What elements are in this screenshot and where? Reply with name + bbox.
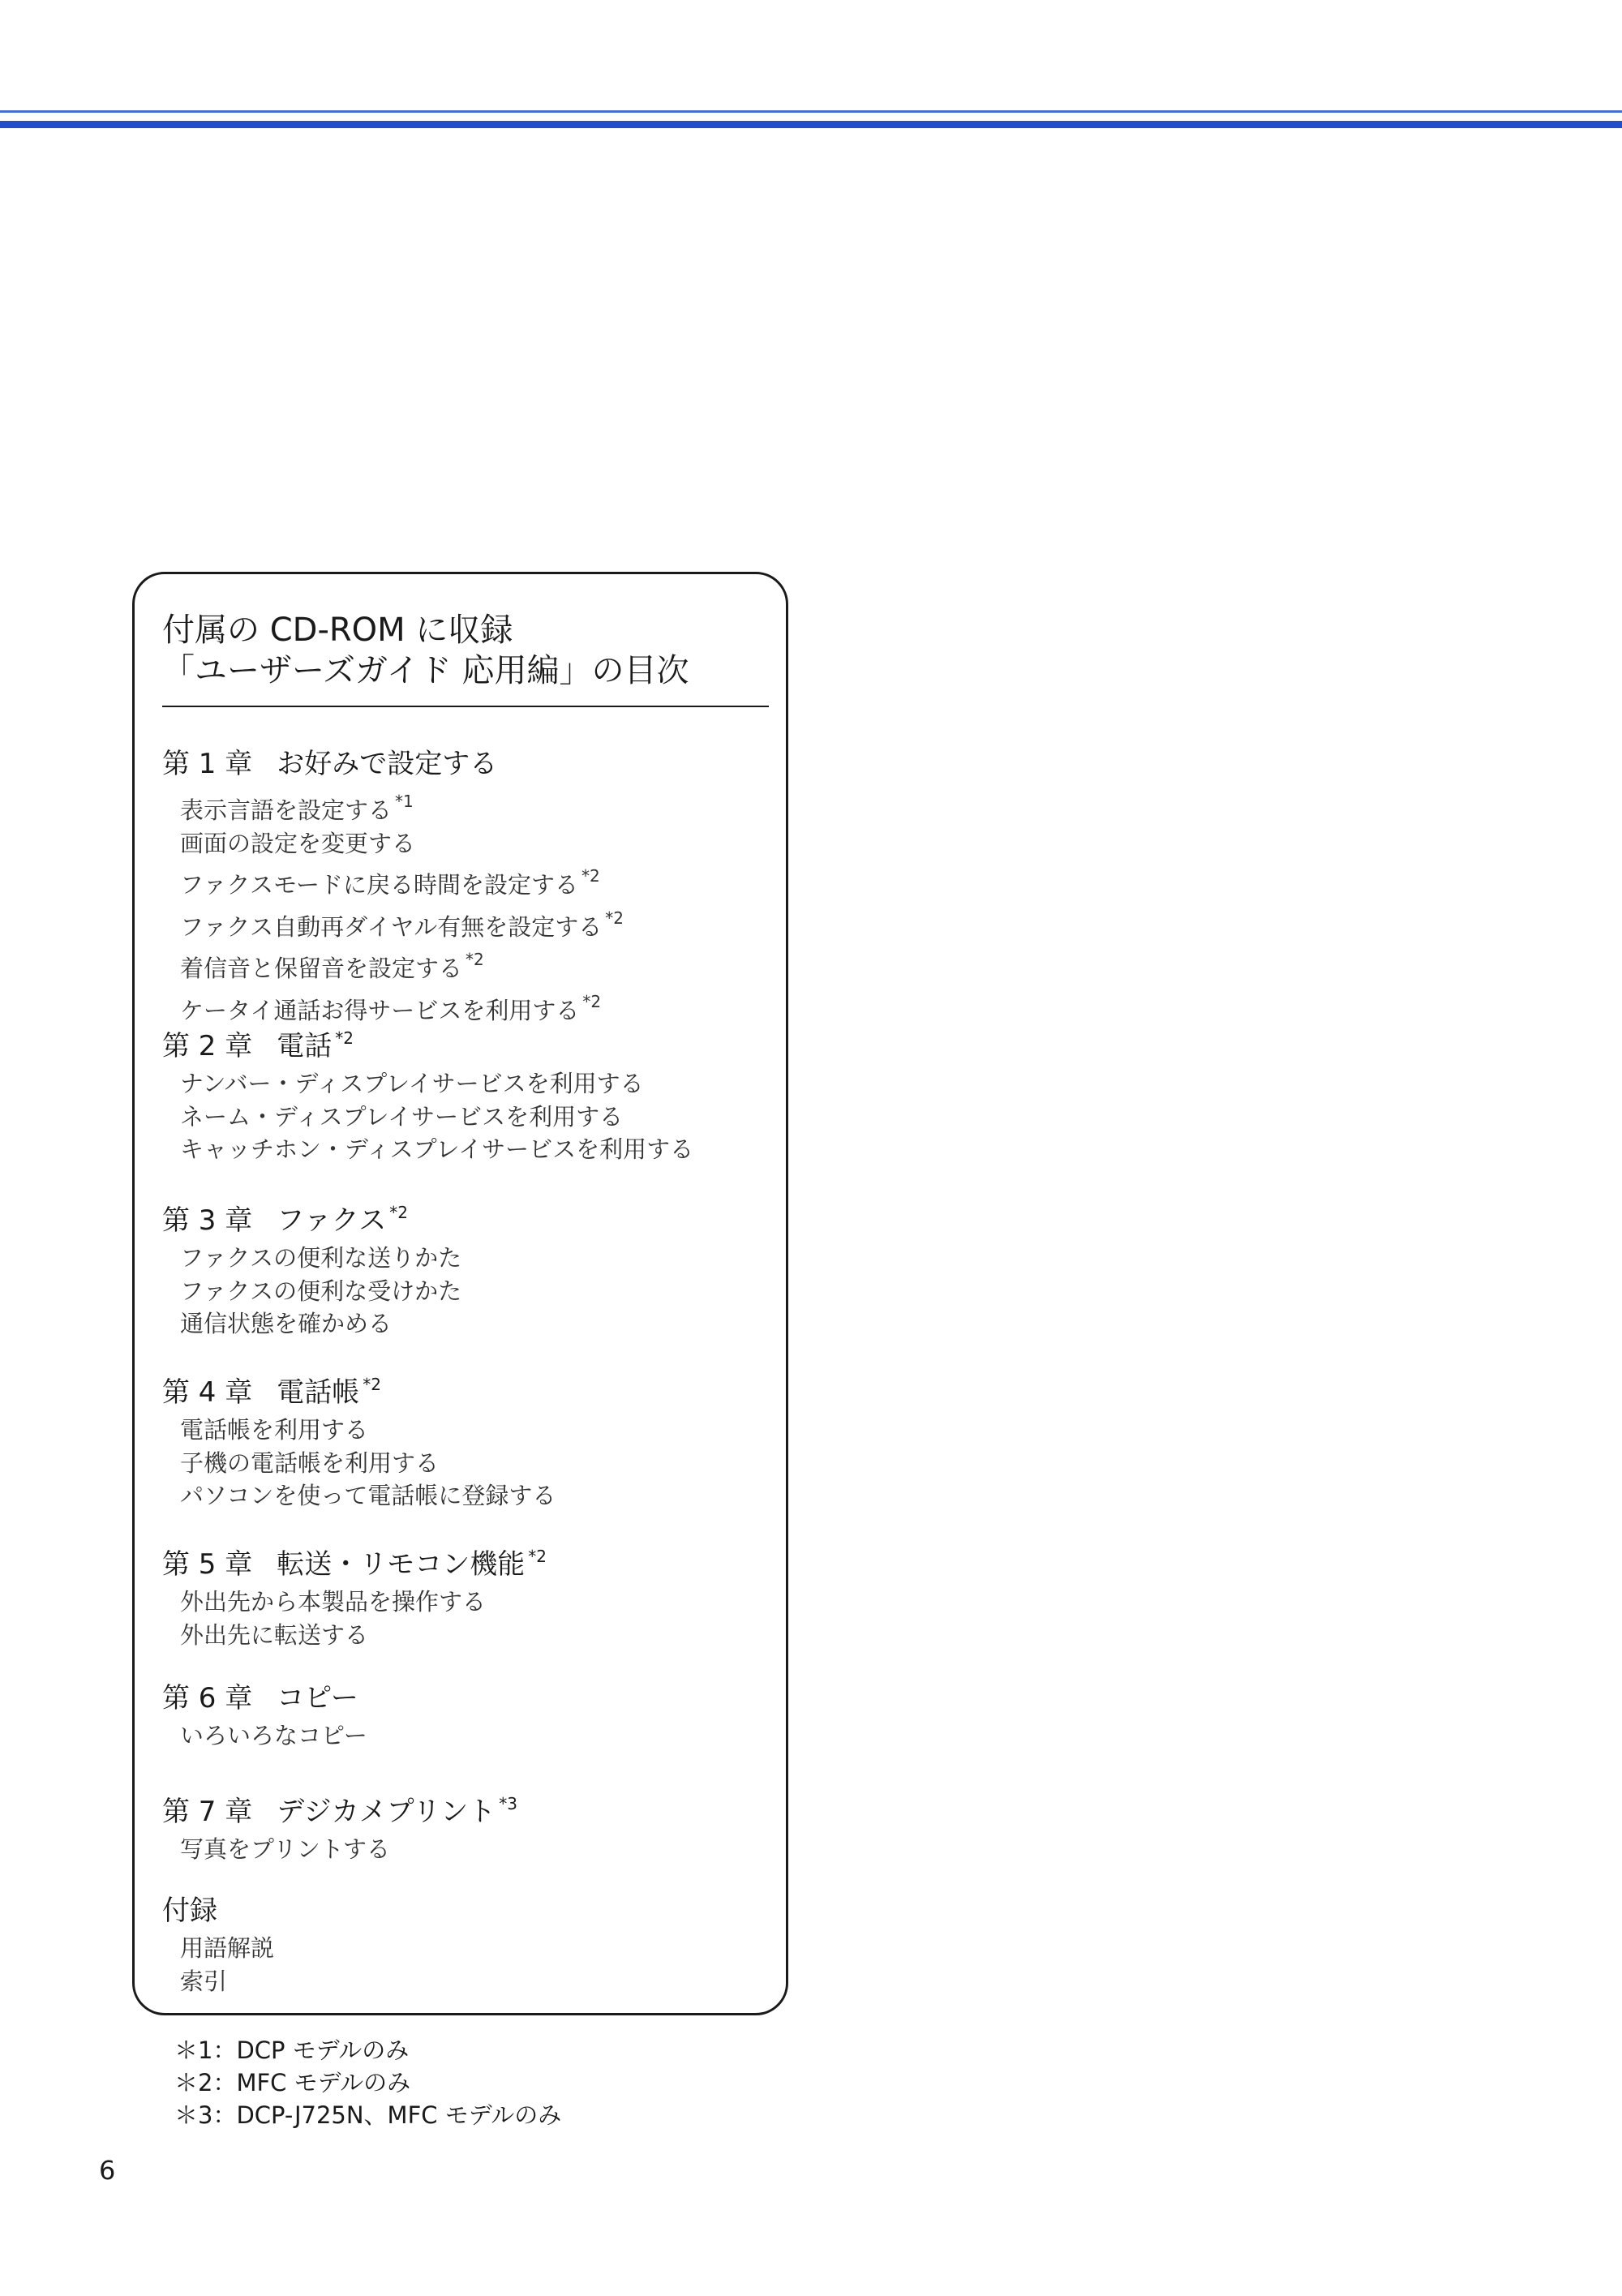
toc-title-line1: 付属の CD-ROM に収録 (162, 612, 513, 649)
toc-item-text: ファクスモードに戻る時間を設定する (180, 871, 578, 899)
chapter-section (162, 1195, 461, 1341)
chapter-section (162, 1020, 693, 1166)
toc-item (162, 1133, 693, 1166)
toc-item-text: いろいろなコピー (180, 1722, 367, 1749)
header-rule-thick (0, 121, 1622, 128)
chapter-heading (162, 1367, 556, 1410)
chapter-heading (162, 1539, 547, 1582)
chapter-section (162, 1539, 547, 1651)
chapter-section (162, 1367, 556, 1513)
chapter-title: お好みで設定する (277, 748, 498, 780)
footnote-1: ＊1：DCP モデルのみ (174, 2036, 410, 2064)
toc-item-text: 外出先に転送する (180, 1620, 369, 1649)
toc-item-text: 電話帳を利用する (180, 1416, 369, 1444)
toc-item-text: ファクス自動再ダイヤル有無を設定する (180, 912, 603, 941)
chapter-section (162, 1786, 517, 1866)
footnote-marker: *2 (466, 950, 484, 969)
chapter-heading (162, 746, 624, 782)
toc-item-text: キャッチホン・ディスプレイサービスを利用する (180, 1135, 694, 1163)
footnote-marker: *2 (335, 1028, 354, 1048)
toc-item-text: ネーム・ディスプレイサービスを利用する (180, 1102, 624, 1131)
toc-item-text: ファクスの便利な受けかた (180, 1277, 462, 1305)
toc-item-text: ケータイ通話お得サービスを利用する (180, 996, 580, 1024)
footnote-marker: *1 (395, 792, 414, 811)
chapter-section (162, 1893, 274, 1998)
footnote-marker: *2 (582, 991, 602, 1011)
chapter-title: ファクス (277, 1204, 387, 1237)
toc-title-line2: 「ユーザーズガイド 応用編」の目次 (162, 652, 689, 689)
toc-item-text: ファクスの便利な送りかた (180, 1244, 462, 1272)
chapter-heading (162, 1195, 461, 1238)
toc-item (162, 1719, 367, 1753)
footnote-2: ＊2：MFC モデルのみ (174, 2069, 411, 2096)
chapter-number: 第 3 章 (162, 1204, 253, 1237)
chapter-title: 付録 (162, 1895, 217, 1927)
chapter-section (162, 1680, 367, 1753)
toc-item (162, 1619, 547, 1652)
toc-item-text: 写真をプリントする (180, 1835, 390, 1863)
chapter-heading (162, 1893, 274, 1929)
toc-item (162, 1447, 556, 1480)
toc-item (162, 860, 624, 902)
chapter-number: 第 4 章 (162, 1376, 253, 1409)
toc-item-text: パソコンを使って電話帳に登録する (180, 1482, 556, 1509)
footnotes (174, 2034, 561, 2131)
toc-item-text: 索引 (180, 1967, 228, 1995)
toc-item-text: 着信音と保留音を設定する (180, 955, 463, 982)
toc-item (162, 1242, 461, 1275)
toc-item (162, 1586, 547, 1619)
chapter-heading (162, 1680, 367, 1716)
toc-item-text: ナンバー・ディスプレイサービスを利用する (180, 1070, 644, 1097)
page-number: 6 (99, 2155, 116, 2186)
toc-item-text: 通信状態を確かめる (180, 1310, 393, 1337)
toc-item (162, 827, 624, 860)
footnote-marker: *2 (363, 1375, 381, 1394)
chapter-number: 第 1 章 (162, 748, 253, 780)
chapter-title: 電話帳 (277, 1376, 360, 1409)
chapter-number: 第 2 章 (162, 1030, 253, 1062)
footnote-3: ＊3：DCP-J725N、MFC モデルのみ (174, 2101, 562, 2129)
footnote-marker: *2 (605, 908, 624, 928)
toc-item (162, 1833, 517, 1866)
toc-item (162, 902, 624, 944)
toc-item (162, 1414, 556, 1447)
footnote-marker: *3 (499, 1794, 517, 1813)
toc-title (162, 610, 689, 691)
chapter-title: 転送・リモコン機能 (277, 1548, 526, 1581)
toc-item (162, 943, 624, 985)
toc-item (162, 1067, 693, 1101)
chapter-number: 第 6 章 (162, 1682, 253, 1714)
toc-item (162, 1307, 461, 1341)
chapter-title: コピー (277, 1682, 358, 1714)
toc-item-text: 画面の設定を変更する (180, 829, 416, 857)
toc-item (162, 1479, 556, 1513)
footnote-marker: *2 (581, 866, 600, 886)
toc-title-divider (162, 706, 769, 707)
chapter-heading (162, 1786, 517, 1830)
toc-item (162, 785, 624, 827)
chapter-number: 第 7 章 (162, 1796, 253, 1828)
footnote-marker: *2 (528, 1547, 547, 1566)
chapter-number: 第 5 章 (162, 1548, 253, 1581)
toc-item (162, 1932, 274, 1965)
chapter-title: 電話 (277, 1030, 333, 1062)
toc-item-text: 用語解説 (180, 1934, 275, 1962)
toc-item (162, 1965, 274, 1998)
toc-item-text: 表示言語を設定する (180, 796, 393, 824)
chapter-section (162, 746, 624, 1027)
chapter-title: デジカメプリント (277, 1796, 496, 1828)
header-rule-thin (0, 110, 1622, 113)
chapter-heading (162, 1020, 693, 1064)
toc-item (162, 1275, 461, 1308)
toc-item (162, 1101, 693, 1134)
toc-item-text: 子機の電話帳を利用する (180, 1448, 440, 1477)
footnote-marker: *2 (389, 1203, 408, 1222)
toc-item-text: 外出先から本製品を操作する (180, 1588, 487, 1616)
